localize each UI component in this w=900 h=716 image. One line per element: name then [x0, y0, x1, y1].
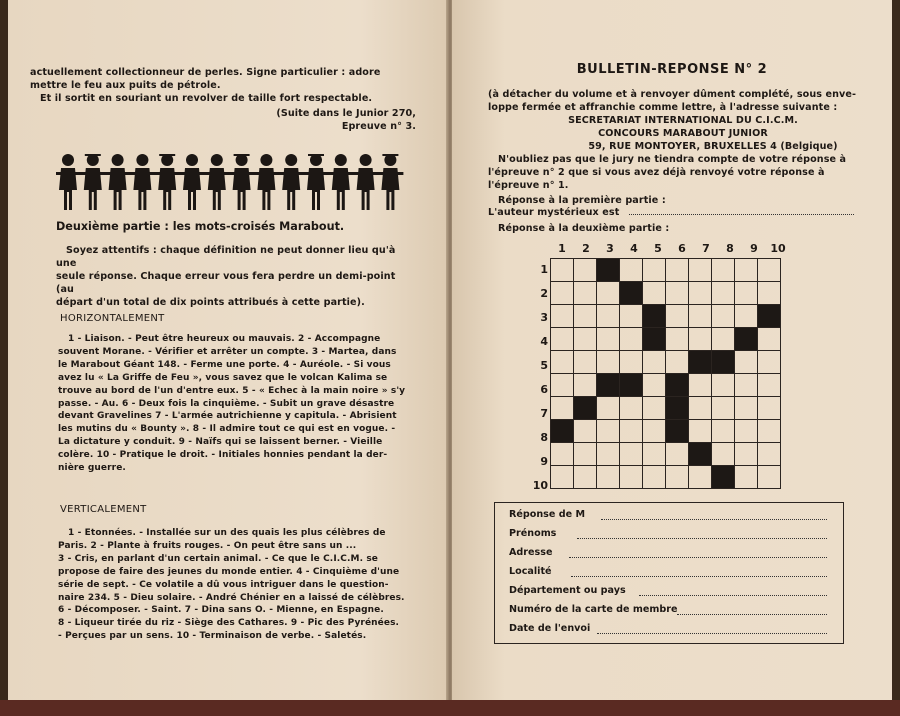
crossword-cell[interactable] [551, 328, 574, 351]
crossword-cell[interactable] [597, 466, 620, 489]
definition-line: trouve au bord de l'un d'entre eux. 5 - « Echec à la main noire » s'y [58, 385, 406, 396]
crossword-black-cell [597, 259, 620, 282]
crossword-row [551, 328, 781, 351]
crossword-cell[interactable] [735, 305, 758, 328]
form-field-label: Numéro de la carte de membre [509, 604, 678, 615]
crossword-black-cell [666, 397, 689, 420]
row-number: 6 [540, 383, 548, 396]
row-number: 5 [540, 359, 548, 372]
definition-line: 1 - Etonnées. - Installée sur un des quais les plus célèbres de [68, 528, 386, 538]
form-field-input-line[interactable] [677, 605, 827, 615]
second-part-label: Réponse à la deuxième partie : [498, 223, 670, 234]
crossword-cell[interactable] [735, 282, 758, 305]
crossword-cell[interactable] [689, 397, 712, 420]
author-label: L'auteur mystérieux est [488, 207, 620, 218]
child-silhouette [328, 154, 354, 210]
crossword-cell[interactable] [551, 466, 574, 489]
definition-line: 3 - Cris, en parlant d'un certain animal. - Ce que le C.I.C.M. se [58, 553, 378, 564]
form-row [509, 566, 552, 577]
form-row [509, 547, 552, 558]
crossword-row [551, 443, 781, 466]
crossword-black-cell [643, 305, 666, 328]
crossword-cell[interactable] [597, 351, 620, 374]
crossword-cell[interactable] [735, 420, 758, 443]
part-title: Deuxième partie : les mots-croisés Marabout. [56, 220, 345, 233]
crossword-black-cell [712, 466, 735, 489]
crossword-cell[interactable] [597, 397, 620, 420]
child-silhouette [253, 154, 279, 210]
definition-line: La dictature y conduit. 9 - Naïfs qui se laissent berner. - Vieille [58, 437, 383, 448]
crossword-row [551, 259, 781, 282]
children-silhouettes-illustration [56, 150, 406, 214]
row-number: 1 [540, 263, 548, 276]
crossword-row [551, 397, 781, 420]
definition-line: le Marabout Géant 148. - Ferme une porte. 4 - Auréole. - Si vous [58, 359, 391, 370]
attention-line: départ d'un total de dix points attribués à cette partie). [56, 297, 365, 308]
crossword-cell[interactable] [620, 466, 643, 489]
crossword-cell[interactable] [551, 351, 574, 374]
crossword-cell[interactable] [689, 282, 712, 305]
crossword-cell[interactable] [643, 282, 666, 305]
crossword-black-cell [666, 420, 689, 443]
crossword-black-cell [689, 351, 712, 374]
form-row [509, 585, 626, 596]
form-row [509, 604, 678, 615]
crossword-cell[interactable] [574, 443, 597, 466]
crossword-cell[interactable] [620, 305, 643, 328]
row-number: 10 [532, 479, 548, 492]
crossword-cell[interactable] [620, 351, 643, 374]
crossword-cell[interactable] [574, 351, 597, 374]
crossword-cell[interactable] [758, 259, 781, 282]
form-field-label: Localité [509, 566, 552, 577]
crossword-row [551, 466, 781, 489]
crossword-cell[interactable] [620, 328, 643, 351]
crossword-grid [550, 258, 781, 489]
row-number: 7 [540, 407, 548, 420]
crossword-black-cell [620, 374, 643, 397]
note [488, 153, 878, 192]
row-number: 9 [540, 455, 548, 468]
crossword-cell[interactable] [574, 305, 597, 328]
crossword-cell[interactable] [620, 397, 643, 420]
row-number: 3 [540, 311, 548, 324]
crossword-cell[interactable] [574, 466, 597, 489]
crossword-black-cell [689, 443, 712, 466]
crossword-cell[interactable] [666, 259, 689, 282]
child-silhouette [204, 154, 230, 210]
crossword-cell[interactable] [666, 328, 689, 351]
crossword-cell[interactable] [758, 397, 781, 420]
crossword-black-cell [551, 420, 574, 443]
definition-line: devant Gravelines 7 - L'armée autrichienne y capitula. - Abrisient [58, 411, 397, 422]
form-field-label: Réponse de M [509, 509, 586, 520]
crossword-cell[interactable] [712, 443, 735, 466]
address-line: SECRETARIAT INTERNATIONAL DU C.I.C.M. [568, 115, 798, 126]
crossword-cell[interactable] [597, 443, 620, 466]
crossword-cell[interactable] [758, 466, 781, 489]
crossword-cell[interactable] [643, 420, 666, 443]
definition-line: - Perçues par un sens. 10 - Terminaison de verbe. - Saletés. [58, 631, 367, 642]
crossword-row [551, 374, 781, 397]
suite-note [30, 107, 416, 133]
definition-line: souvent Morane. - Vérifier et arrêter un compte. 3 - Martea, dans [58, 346, 397, 357]
form-field-label: Adresse [509, 547, 553, 558]
child-silhouette [80, 154, 106, 210]
vertical-heading: VERTICALEMENT [60, 504, 147, 515]
column-number: 7 [702, 242, 710, 255]
crossword-cell[interactable] [666, 351, 689, 374]
book-bottom-edge [0, 700, 900, 716]
intro-line: Et il sortit en souriant un revolver de taille fort respectable. [40, 93, 373, 104]
form-row [509, 623, 590, 634]
intro-line: actuellement collectionneur de perles. Signe particulier : adore [30, 67, 381, 78]
note-line: l'épreuve n° 1. [488, 180, 569, 191]
column-number: 3 [606, 242, 614, 255]
crossword-cell[interactable] [620, 259, 643, 282]
crossword-cell[interactable] [643, 397, 666, 420]
child-silhouette [303, 154, 329, 210]
row-number: 8 [540, 431, 548, 444]
crossword-black-cell [597, 374, 620, 397]
definition-line: naire 234. 5 - Dieu solaire. - André Chénier en a laissé de célèbres. [58, 592, 405, 603]
child-silhouette [154, 154, 180, 210]
definition-line: 6 - Décomposer. - Saint. 7 - Dina sans O. - Mienne, en Espagne. [58, 605, 384, 616]
crossword-cell[interactable] [758, 420, 781, 443]
crossword-cell[interactable] [689, 374, 712, 397]
child-silhouette [179, 154, 205, 210]
crossword-cell[interactable] [735, 466, 758, 489]
attention-text [56, 244, 416, 309]
column-number: 10 [770, 242, 786, 255]
crossword-cell[interactable] [666, 443, 689, 466]
child-silhouette [129, 154, 155, 210]
crossword-cell[interactable] [712, 420, 735, 443]
child-silhouette [278, 154, 304, 210]
attention-line: seule réponse. Chaque erreur vous fera perdre un demi-point (au [56, 271, 396, 295]
crossword-black-cell [735, 328, 758, 351]
column-number: 6 [678, 242, 686, 255]
crossword-black-cell [666, 374, 689, 397]
crossword-cell[interactable] [643, 374, 666, 397]
child-silhouette [56, 154, 81, 210]
crossword-cell[interactable] [735, 397, 758, 420]
column-number: 8 [726, 242, 734, 255]
crossword-cell[interactable] [689, 466, 712, 489]
crossword-cell[interactable] [643, 259, 666, 282]
address [488, 114, 878, 153]
definition-line: propose de faire des jeunes du monde entier. 4 - Cinquième d'une [58, 566, 400, 577]
author-answer-line[interactable] [629, 214, 854, 215]
crossword-cell[interactable] [712, 328, 735, 351]
crossword-cell[interactable] [689, 420, 712, 443]
crossword-cell[interactable] [643, 466, 666, 489]
address-line: CONCOURS MARABOUT JUNIOR [598, 128, 768, 139]
crossword-column-numbers [550, 242, 790, 256]
left-page [8, 0, 448, 716]
crossword-cell[interactable] [712, 259, 735, 282]
crossword-cell[interactable] [689, 305, 712, 328]
suite-line: (Suite dans le Junior 270, [276, 108, 416, 119]
crossword-cell[interactable] [735, 351, 758, 374]
child-silhouette [353, 154, 379, 210]
crossword-cell[interactable] [643, 443, 666, 466]
form-field-input-line[interactable] [639, 586, 827, 596]
crossword-black-cell [758, 305, 781, 328]
child-silhouette [105, 154, 131, 210]
form-field-input-line[interactable] [569, 548, 827, 558]
column-number: 2 [582, 242, 590, 255]
crossword-cell[interactable] [620, 420, 643, 443]
column-number: 1 [558, 242, 566, 255]
attention-line: Soyez attentifs : chaque définition ne peut donner lieu qu'à une [56, 245, 396, 269]
crossword-cell[interactable] [666, 282, 689, 305]
crossword-cell[interactable] [551, 259, 574, 282]
crossword-cell[interactable] [551, 282, 574, 305]
crossword-black-cell [712, 351, 735, 374]
crossword-row [551, 282, 781, 305]
crossword-cell[interactable] [689, 259, 712, 282]
definition-line: nière guerre. [58, 463, 126, 474]
crossword-black-cell [643, 328, 666, 351]
crossword-cell[interactable] [712, 305, 735, 328]
contact-form [494, 502, 844, 644]
form-field-label: Date de l'envoi [509, 623, 591, 634]
crossword-cell[interactable] [574, 420, 597, 443]
child-silhouette [377, 154, 403, 210]
form-row [509, 528, 556, 539]
crossword-cell[interactable] [597, 282, 620, 305]
crossword-cell[interactable] [597, 305, 620, 328]
suite-line: Epreuve n° 3. [341, 121, 416, 132]
crossword-row [551, 351, 781, 374]
crossword-cell[interactable] [551, 374, 574, 397]
crossword-cell[interactable] [643, 351, 666, 374]
first-part-label: Réponse à la première partie : [498, 195, 666, 206]
crossword-cell[interactable] [758, 443, 781, 466]
definition-line: 1 - Liaison. - Peut être heureux ou mauvais. 2 - Accompagne [68, 334, 381, 344]
definition-line: série de sept. - Ce volatile a dû vous intriguer dans le question- [58, 579, 389, 590]
row-number: 4 [540, 335, 548, 348]
crossword-cell[interactable] [551, 305, 574, 328]
crossword-cell[interactable] [735, 259, 758, 282]
definition-line: passe. - Au. 6 - Deux fois la cinquième. - Subit un grave désastre [58, 398, 395, 409]
intro-line: mettre le feu aux puits de pétrole. [30, 80, 221, 91]
crossword-cell[interactable] [712, 397, 735, 420]
crossword-cell[interactable] [758, 374, 781, 397]
instruction-line: loppe fermée et affranchie comme lettre, à l'adresse suivante : [488, 102, 838, 113]
crossword-cell[interactable] [689, 328, 712, 351]
horizontal-heading: HORIZONTALEMENT [60, 313, 165, 324]
crossword-cell[interactable] [666, 466, 689, 489]
crossword-cell[interactable] [666, 305, 689, 328]
form-field-input-line[interactable] [597, 624, 827, 634]
crossword-cell[interactable] [551, 443, 574, 466]
definition-line: les mutins du « Bounty ». 8 - Il admire tout ce qui est en vogue. - [58, 424, 396, 435]
crossword-cell[interactable] [758, 328, 781, 351]
crossword-cell[interactable] [712, 374, 735, 397]
author-row [488, 206, 880, 219]
crossword-cell[interactable] [758, 282, 781, 305]
crossword-cell[interactable] [574, 374, 597, 397]
form-field-input-line[interactable] [601, 510, 827, 520]
instruction-line: (à détacher du volume et à renvoyer dûment complété, sous enve- [488, 89, 857, 100]
form-row [509, 509, 585, 520]
address-line: 59, RUE MONTOYER, BRUXELLES 4 (Belgique) [588, 141, 838, 152]
form-field-label: Prénoms [509, 528, 557, 539]
child-silhouette [229, 154, 255, 210]
crossword-cell[interactable] [735, 374, 758, 397]
intro-text [30, 66, 418, 105]
crossword-cell[interactable] [551, 397, 574, 420]
right-page [452, 0, 892, 716]
crossword-cell[interactable] [574, 328, 597, 351]
crossword-cell[interactable] [758, 351, 781, 374]
definition-line: avez lu « La Griffe de Feu », vous savez que le volcan Kalima se [58, 372, 388, 383]
column-number: 9 [750, 242, 758, 255]
crossword-cell[interactable] [620, 443, 643, 466]
column-number: 4 [630, 242, 638, 255]
crossword-cell[interactable] [735, 443, 758, 466]
definition-line: 8 - Liqueur tirée du riz - Siège des Cathares. 9 - Pic des Pyrénées. [58, 618, 400, 629]
vertical-definitions [58, 527, 416, 643]
note-line: N'oubliez pas que le jury ne tiendra compte de votre réponse à [498, 154, 847, 165]
crossword-cell[interactable] [597, 328, 620, 351]
definition-line: Paris. 2 - Plante à fruits rouges. - On peut être sans un ... [58, 540, 357, 551]
crossword-black-cell [620, 282, 643, 305]
form-field-label: Département ou pays [509, 585, 626, 596]
crossword-cell[interactable] [597, 420, 620, 443]
column-number: 5 [654, 242, 662, 255]
instructions [488, 88, 878, 114]
crossword-cell[interactable] [712, 282, 735, 305]
crossword-black-cell [574, 397, 597, 420]
crossword-cell[interactable] [574, 282, 597, 305]
definition-line: colère. 10 - Pratique le droit. - Initiales honnies pendant la der- [58, 450, 388, 461]
bulletin-title: BULLETIN-REPONSE N° 2 [576, 62, 768, 77]
crossword-cell[interactable] [574, 259, 597, 282]
crossword-row [551, 420, 781, 443]
form-field-input-line[interactable] [577, 529, 827, 539]
horizontal-definitions [58, 333, 416, 475]
form-field-input-line[interactable] [571, 567, 827, 577]
crossword-row [551, 305, 781, 328]
note-line: l'épreuve n° 2 que si vous avez déjà renvoyé votre réponse à [488, 167, 825, 178]
row-number: 2 [540, 287, 548, 300]
